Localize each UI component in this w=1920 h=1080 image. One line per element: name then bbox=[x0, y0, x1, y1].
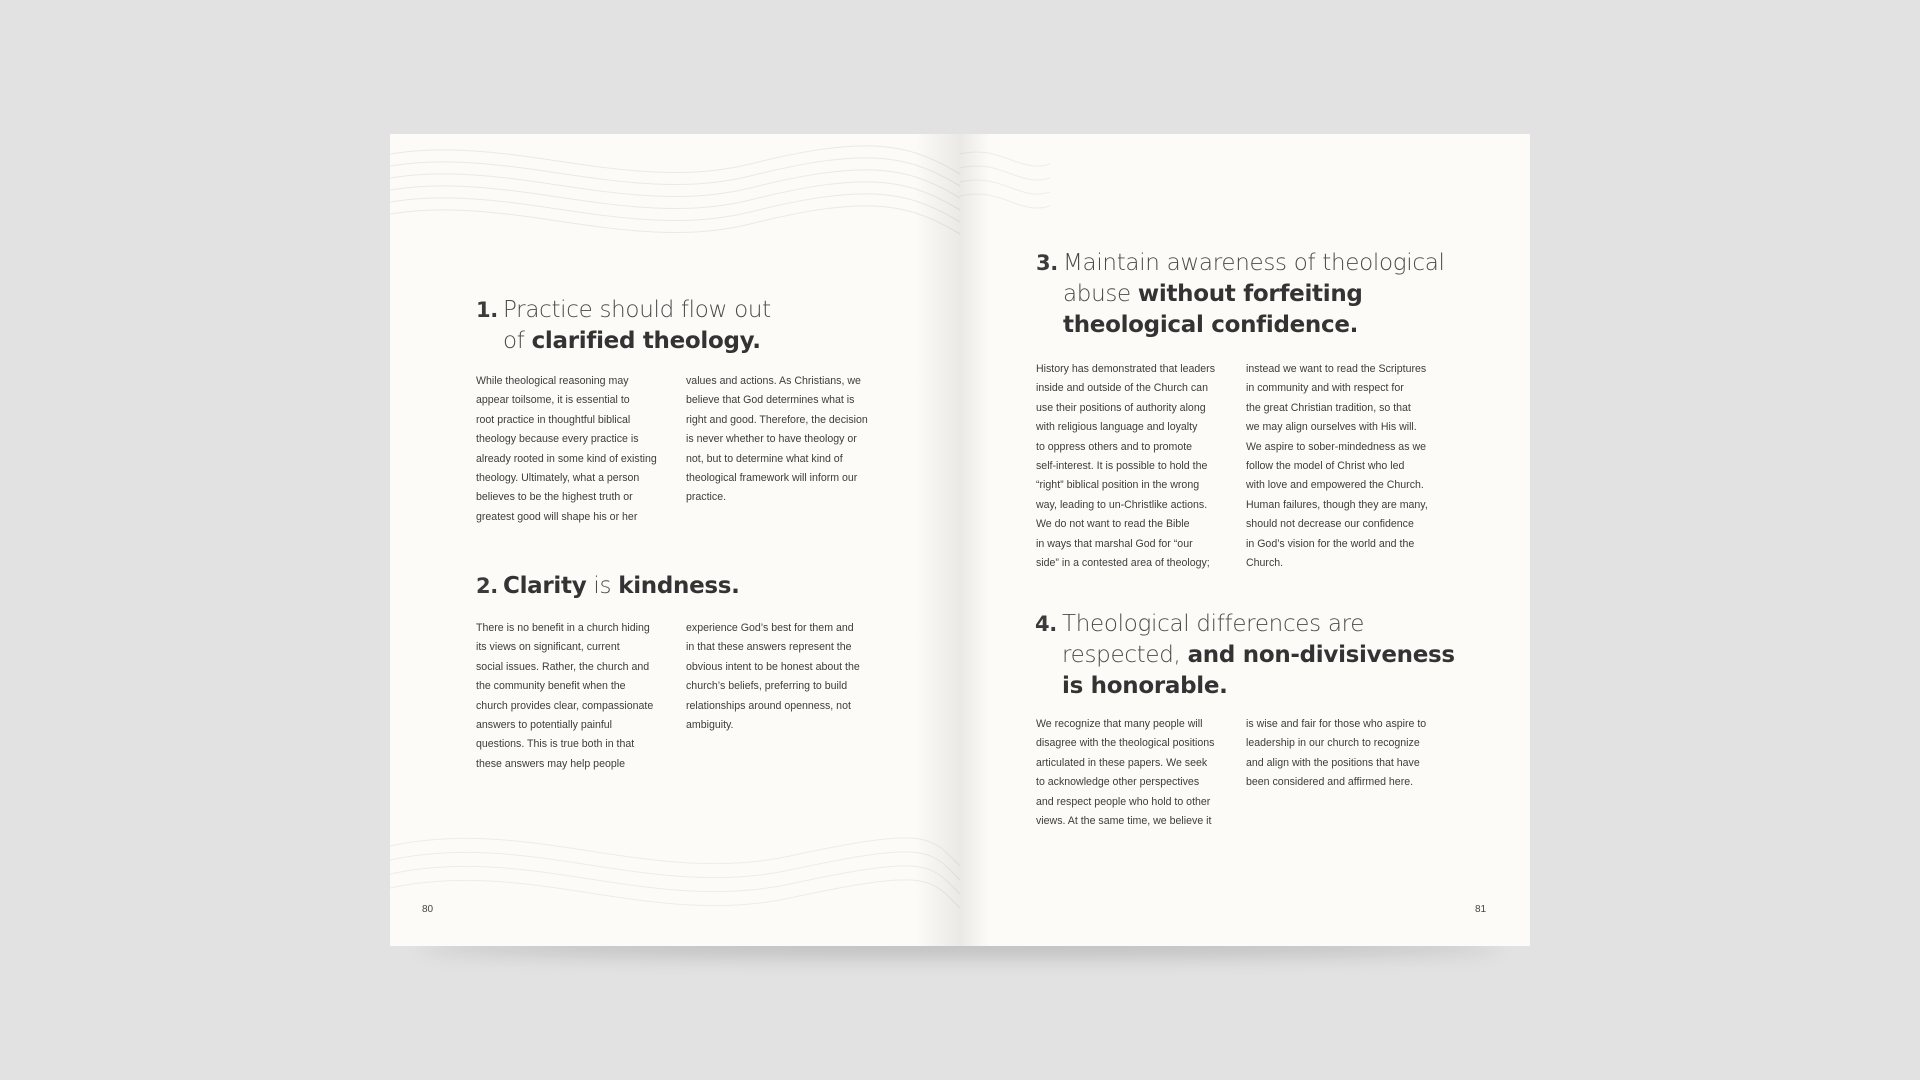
section-2-title-is: is bbox=[586, 573, 619, 599]
section-4-heading bbox=[1035, 609, 1455, 702]
section-2-heading bbox=[476, 571, 740, 602]
wave-pattern-top bbox=[390, 134, 960, 284]
section-1-title-line1: Practice should flow out bbox=[503, 297, 771, 323]
section-1-col-2: values and actions. As Christians, we believe that God determines what is right and good. Therefore, the decision is never whether to have theology or not, but to determine what kind of theological framework will inform our practice. bbox=[686, 375, 868, 504]
section-1-title-bold: clarified theology. bbox=[531, 328, 761, 354]
gutter-shadow-right bbox=[960, 134, 990, 946]
section-3-col-1: History has demonstrated that leaders inside and outside of the Church can use their positions of authority along with religious language and loyalty to oppress others and to promote self-interest. It is possible to hold the “right” biblical position in the wrong way, leading to un-Christlike actions. We do not want to read the Bible in ways that marshal God for “our side” in a contested area of theology; bbox=[1036, 363, 1216, 570]
section-2-title-bold-2: kindness. bbox=[618, 573, 740, 599]
section-4-title-bold-2: is honorable. bbox=[1062, 673, 1228, 699]
section-4-number: 4. bbox=[1035, 612, 1057, 636]
page-number-right: 81 bbox=[1475, 904, 1487, 915]
book-spread bbox=[390, 134, 1530, 946]
section-4-title-bold-1: and non-divisiveness bbox=[1187, 642, 1455, 668]
section-4-col-2: is wise and fair for those who aspire to leadership in our church to recognize and align with the positions that have been considered and affirmed here. bbox=[1246, 718, 1427, 789]
wave-pattern-bottom bbox=[390, 806, 960, 946]
right-page bbox=[960, 134, 1530, 946]
section-2-col-2: experience God’s best for them and in that these answers represent the obvious intent to be honest about the church’s beliefs, preferring to build relationships around openness, not ambiguity. bbox=[686, 622, 860, 732]
left-page bbox=[390, 134, 960, 946]
section-1-col-1: While theological reasoning may appear toilsome, it is essential to root practice in thoughtful biblical theology because every practice is already rooted in some kind of existing theology. Ultimately, what a person believes to be the highest truth or greatest good will shape his or her bbox=[476, 375, 657, 523]
section-3-title-line1: Maintain awareness of theological bbox=[1063, 250, 1445, 276]
section-3-col-2: instead we want to read the Scriptures in community and with respect for the great Christian tradition, so that we may align ourselves with His will. We aspire to sober-mindedness as we follow the model of Christ who led with love and empowered the Church. Human failures, though they are many, should not decrease our confidence in God’s vision for the world and the Church. bbox=[1246, 363, 1428, 570]
section-3-title-bold-2: theological confidence. bbox=[1063, 312, 1359, 338]
section-1-heading bbox=[476, 295, 771, 357]
section-3-title-bold-1: without forfeiting bbox=[1137, 281, 1363, 307]
gutter-shadow-left bbox=[914, 134, 960, 946]
section-3-heading bbox=[1036, 248, 1445, 341]
section-2-title-bold-1: Clarity bbox=[503, 573, 587, 599]
section-2-number: 2. bbox=[476, 574, 498, 598]
section-1-number: 1. bbox=[476, 298, 498, 322]
section-4-col-1: We recognize that many people will disagree with the theological positions articulated in these papers. We seek to acknowledge other perspectives and respect people who hold to other views. At the same time, we believe it bbox=[1036, 718, 1215, 828]
section-3-title-abuse: abuse bbox=[1063, 281, 1138, 307]
wave-pattern-top-right bbox=[960, 134, 1530, 244]
section-3-number: 3. bbox=[1036, 251, 1058, 275]
section-1-title-of: of bbox=[503, 328, 532, 354]
section-4-title-respected: respected, bbox=[1062, 642, 1188, 668]
section-4-title-line1: Theological differences are bbox=[1062, 611, 1365, 637]
page-number-left: 80 bbox=[422, 904, 434, 915]
section-2-col-1: There is no benefit in a church hiding its views on significant, current social issues. Rather, the church and the community benefit when the church provides clear, compassionate answers to potentially painful questions. This is true both in that these answers may help people bbox=[476, 622, 654, 770]
